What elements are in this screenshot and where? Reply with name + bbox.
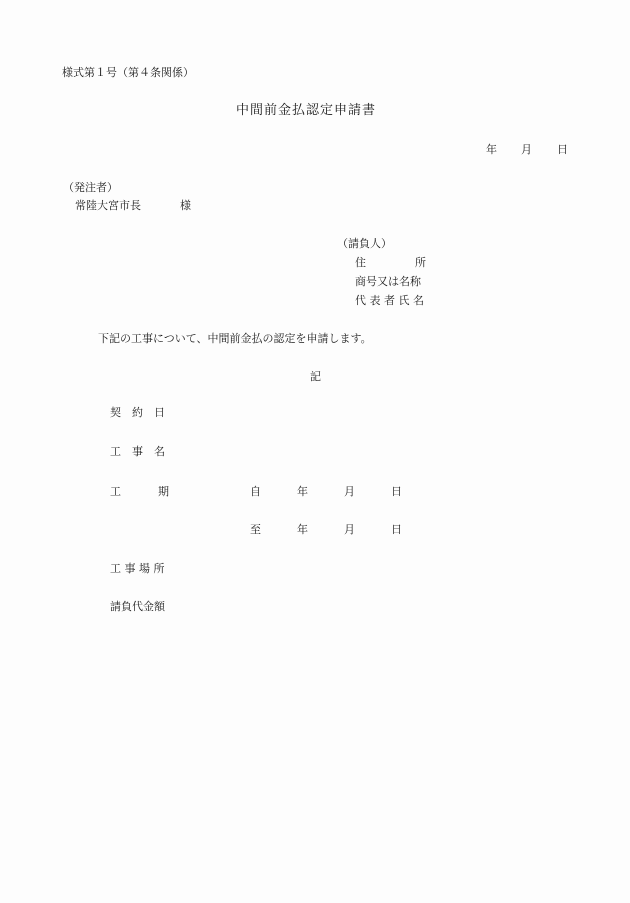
- trade-name-label: 商号又は名称: [355, 275, 421, 288]
- address-label-first: 住: [355, 256, 366, 269]
- period-to-year: 年: [297, 523, 308, 536]
- work-name-label: 工 事 名: [110, 445, 165, 458]
- period-from-marker: 自: [250, 485, 261, 498]
- note-heading: 記: [310, 370, 321, 383]
- date-month: 月: [521, 143, 532, 156]
- orderer-label: （発注者）: [63, 181, 118, 194]
- period-label-second: 期: [158, 485, 169, 498]
- period-from-year: 年: [297, 485, 308, 498]
- period-from-day: 日: [391, 485, 402, 498]
- form-title: 中間前金払認定申請書: [236, 103, 377, 118]
- period-label-first: 工: [110, 485, 121, 498]
- orderer-honorific: 様: [180, 199, 191, 212]
- orderer-name: 常陸大宮市長: [75, 199, 141, 212]
- form-number: 様式第１号（第４条関係）: [62, 66, 194, 79]
- date-year: 年: [486, 143, 497, 156]
- representative-label: 代 表 者 氏 名: [355, 294, 424, 307]
- work-location-label: 工 事 場 所: [110, 562, 165, 575]
- contractor-label: （請負人）: [337, 237, 392, 250]
- period-to-marker: 至: [250, 523, 261, 536]
- period-to-day: 日: [391, 523, 402, 536]
- contract-date-label: 契 約 日: [110, 406, 165, 419]
- period-to-month: 月: [344, 523, 355, 536]
- request-text: 下記の工事について、中間前金払の認定を申請します。: [98, 332, 372, 345]
- date-day: 日: [557, 143, 568, 156]
- period-from-month: 月: [344, 485, 355, 498]
- contract-amount-label: 請負代金額: [110, 600, 165, 613]
- address-label-second: 所: [415, 256, 426, 269]
